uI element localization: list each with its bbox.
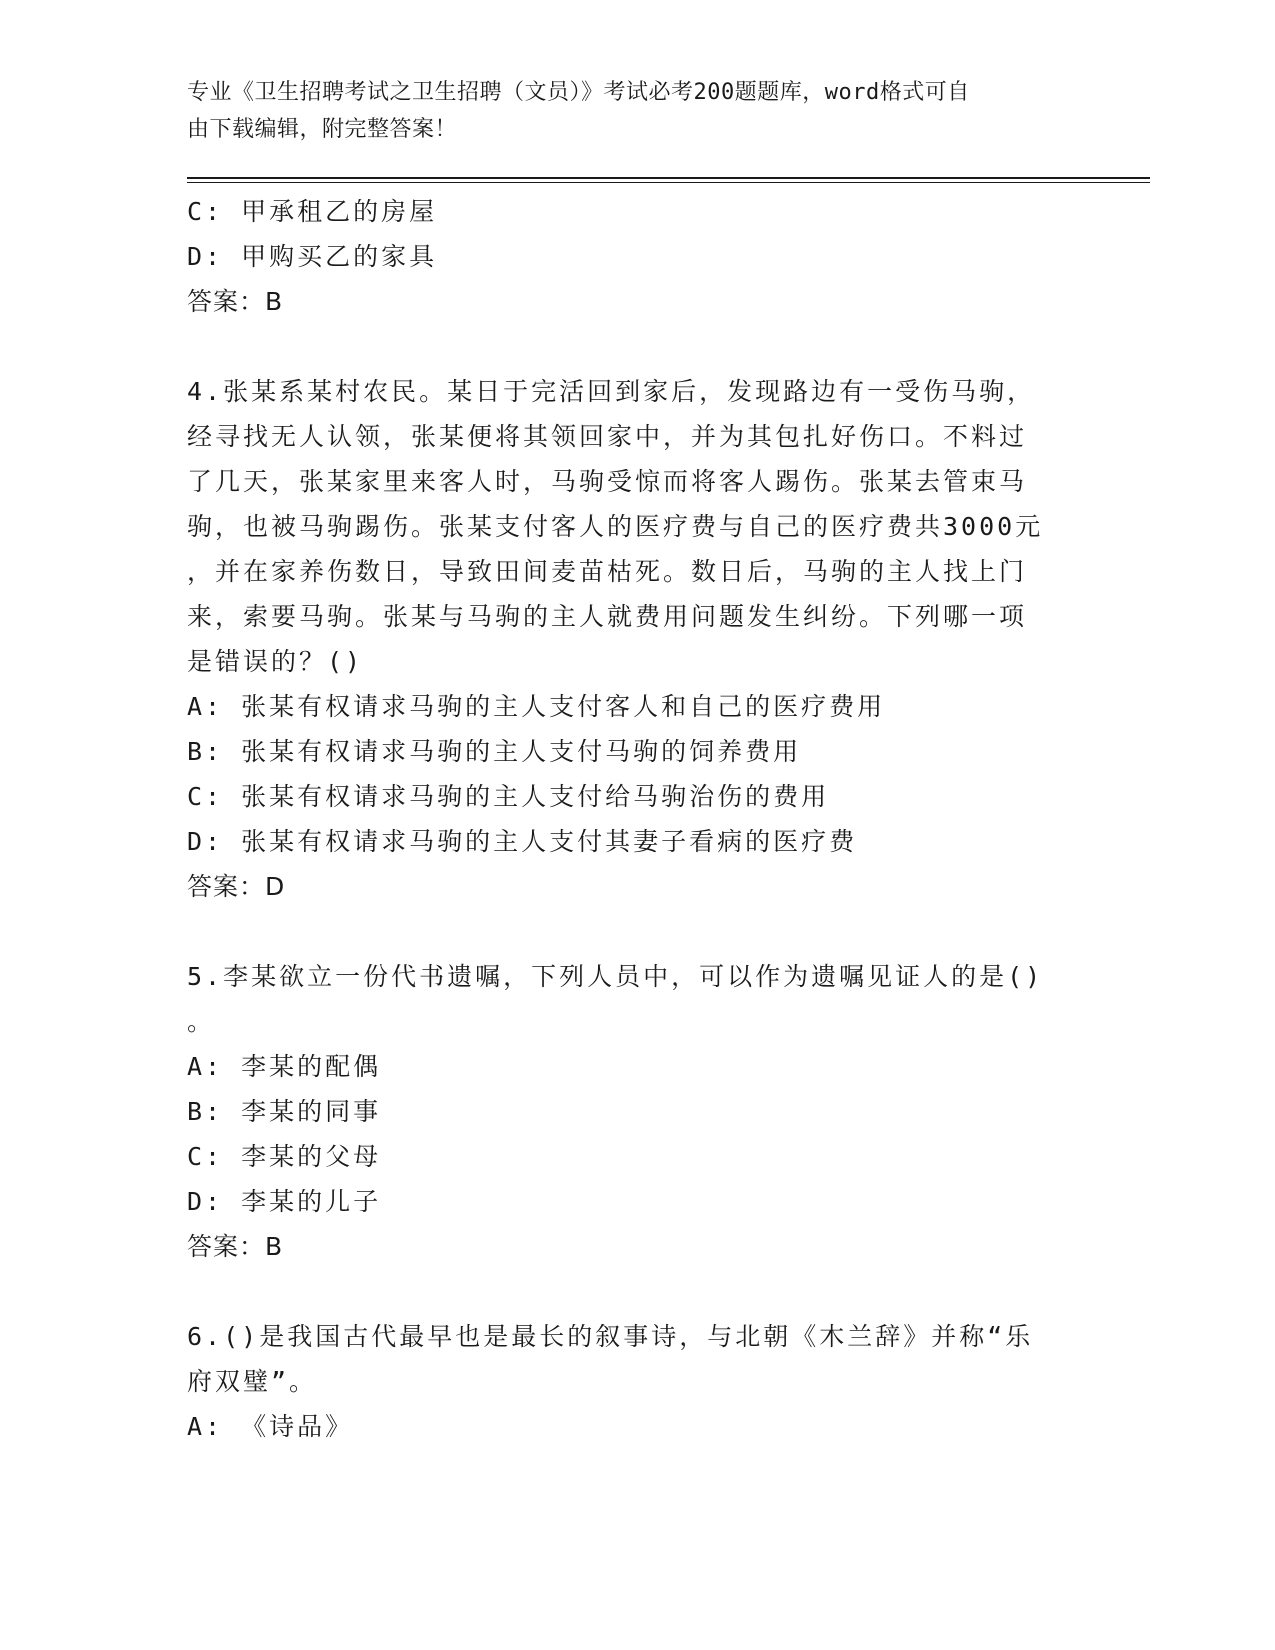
option-a: A: 张某有权请求马驹的主人支付客人和自己的医疗费用 (187, 692, 886, 721)
question-text-line: 经寻找无人认领，张某便将其领回家中，并为其包扎好伤口。不料过 (187, 422, 1028, 451)
option-c: C: 甲承租乙的房屋 (187, 197, 438, 226)
answer-text: 答案：D (187, 872, 286, 901)
question-text-line: 4.张某系某村农民。某日于完活回到家后，发现路边有一受伤马驹， (187, 377, 1036, 406)
question-text-line: 6.()是我国古代最早也是最长的叙事诗，与北朝《木兰辞》并称“乐 (187, 1322, 1034, 1351)
question-3 (187, 189, 1087, 324)
question-text-line: 。 (187, 1007, 216, 1036)
option-c: C: 张某有权请求马驹的主人支付给马驹治伤的费用 (187, 782, 830, 811)
option-a: A: 《诗品》 (187, 1412, 354, 1441)
question-4 (187, 369, 1087, 909)
question-text-line: 5.李某欲立一份代书遗嘱，下列人员中，可以作为遗嘱见证人的是() (187, 962, 1044, 991)
answer-text: 答案：B (187, 1232, 284, 1261)
answer (187, 864, 1087, 909)
option-d: D: 张某有权请求马驹的主人支付其妻子看病的医疗费 (187, 827, 858, 856)
question-text-line: ，并在家养伤数日，导致田间麦苗枯死。数日后，马驹的主人找上门 (187, 557, 1028, 586)
option-b: B: 李某的同事 (187, 1097, 382, 1126)
question-text-line: 驹，也被马驹踢伤。张某支付客人的医疗费与自己的医疗费共3000元 (187, 512, 1044, 541)
option-c: C: 李某的父母 (187, 1142, 382, 1171)
answer-text: 答案：B (187, 287, 284, 316)
header-line-2: 由下载编辑，附完整答案！ (187, 117, 458, 142)
option-d: D: 甲购买乙的家具 (187, 242, 438, 271)
header-divider-thick (187, 177, 1150, 179)
question-text-line: 了几天，张某家里来客人时，马驹受惊而将客人踢伤。张某去管束马 (187, 467, 1028, 496)
document-header (187, 74, 1067, 148)
question-text-line: 府双璧”。 (187, 1367, 318, 1396)
header-divider-thin (187, 182, 1150, 183)
question-text-line: 是错误的？() (187, 647, 364, 676)
option-b: B: 张某有权请求马驹的主人支付马驹的饲养费用 (187, 737, 802, 766)
option-d: D: 李某的儿子 (187, 1187, 382, 1216)
question-6 (187, 1314, 1087, 1449)
answer (187, 1224, 1087, 1269)
answer (187, 279, 1087, 324)
option-a: A: 李某的配偶 (187, 1052, 382, 1081)
question-text-line: 来，索要马驹。张某与马驹的主人就费用问题发生纠纷。下列哪一项 (187, 602, 1028, 631)
document-body (187, 189, 1087, 1449)
header-line-1: 专业《卫生招聘考试之卫生招聘（文员）》考试必考200题题库，word格式可自 (187, 80, 970, 105)
question-5 (187, 954, 1087, 1269)
